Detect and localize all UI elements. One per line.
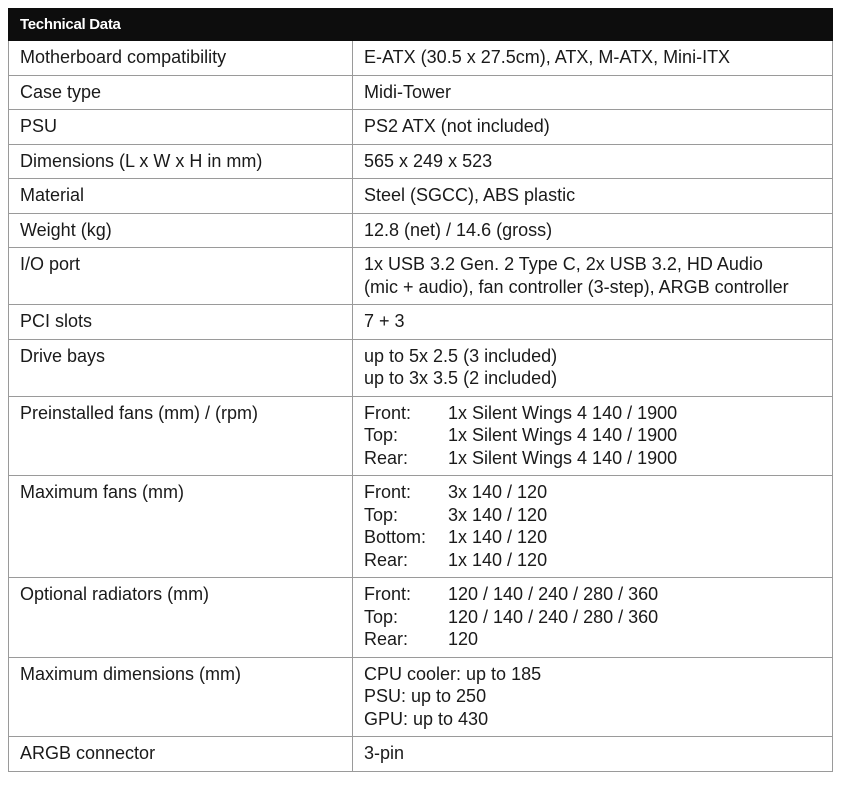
spec-label: Motherboard compatibility — [9, 41, 353, 75]
spec-value-line: E-ATX (30.5 x 27.5cm), ATX, M-ATX, Mini-ITX — [364, 47, 731, 67]
spec-value-text: 120 — [448, 629, 479, 649]
table-row — [9, 305, 833, 340]
spec-value-key: Front: — [364, 482, 412, 502]
spec-label: Maximum dimensions (mm) — [9, 657, 353, 737]
spec-value-line: Midi-Tower — [364, 81, 452, 102]
spec-table — [8, 41, 833, 772]
table-row — [9, 110, 833, 145]
spec-value-line: 3-pin — [364, 743, 405, 763]
spec-value-key: Rear: — [364, 447, 409, 468]
table-row — [9, 339, 833, 396]
spec-value-key: Front: — [364, 402, 412, 423]
spec-label: PCI slots — [9, 305, 353, 340]
spec-value-key: Top: — [364, 504, 399, 525]
spec-value-key: Bottom: — [364, 527, 427, 547]
table-row — [9, 476, 833, 578]
table-row — [9, 179, 833, 214]
spec-value — [353, 657, 833, 737]
spec-value-pair — [364, 402, 822, 425]
spec-value-text: 120 / 140 / 240 / 280 / 360 — [448, 584, 659, 604]
spec-value-pair — [364, 583, 822, 606]
spec-value-key: Top: — [364, 425, 399, 445]
spec-value-text: 120 / 140 / 240 / 280 / 360 — [448, 606, 659, 627]
spec-value-text: 1x 140 / 120 — [448, 549, 548, 570]
spec-label: Material — [9, 179, 353, 214]
spec-value-pair — [364, 549, 822, 572]
spec-value — [353, 179, 833, 214]
spec-value — [353, 339, 833, 396]
table-row — [9, 578, 833, 658]
table-row — [9, 396, 833, 476]
spec-value-line: 12.8 (net) / 14.6 (gross) — [364, 219, 553, 240]
table-row — [9, 75, 833, 110]
spec-value-line: 565 x 249 x 523 — [364, 150, 493, 171]
spec-value-text: 1x Silent Wings 4 140 / 1900 — [448, 425, 678, 445]
table-row — [9, 144, 833, 179]
spec-label: Maximum fans (mm) — [9, 476, 353, 578]
spec-value-line: GPU: up to 430 — [364, 708, 489, 729]
spec-value-key: Rear: — [364, 629, 409, 649]
spec-value-key: Rear: — [364, 549, 409, 570]
spec-value-line: CPU cooler: up to 185 — [364, 663, 542, 684]
spec-label: Weight (kg) — [9, 213, 353, 248]
spec-label: ARGB connector — [9, 737, 353, 772]
spec-value-text: 3x 140 / 120 — [448, 504, 548, 525]
spec-value-text: 1x 140 / 120 — [448, 527, 548, 547]
spec-value-pair — [364, 606, 822, 629]
spec-value-key: Top: — [364, 606, 399, 627]
spec-value — [353, 75, 833, 110]
table-header: Technical Data — [8, 8, 833, 41]
spec-value-line: (mic + audio), fan controller (3-step), ARGB controller — [364, 276, 789, 297]
spec-value-line: up to 3x 3.5 (2 included) — [364, 368, 558, 388]
spec-value — [353, 396, 833, 476]
spec-value — [353, 305, 833, 340]
spec-label: Drive bays — [9, 339, 353, 396]
table-row — [9, 737, 833, 772]
spec-value-text: 1x Silent Wings 4 140 / 1900 — [448, 402, 678, 423]
spec-value — [353, 476, 833, 578]
table-row — [9, 213, 833, 248]
table-row — [9, 657, 833, 737]
spec-value-line: up to 5x 2.5 (3 included) — [364, 345, 558, 366]
table-row — [9, 41, 833, 75]
spec-label: Dimensions (L x W x H in mm) — [9, 144, 353, 179]
spec-value — [353, 213, 833, 248]
spec-table-body — [9, 41, 833, 771]
spec-label: I/O port — [9, 248, 353, 305]
spec-value-line: Steel (SGCC), ABS plastic — [364, 185, 576, 205]
technical-data-table — [8, 8, 833, 772]
spec-value-pair — [364, 481, 822, 504]
spec-value-pair — [364, 447, 822, 470]
spec-value-line: PSU: up to 250 — [364, 686, 487, 706]
spec-value — [353, 578, 833, 658]
spec-value-text: 3x 140 / 120 — [448, 482, 548, 502]
spec-value — [353, 248, 833, 305]
spec-value — [353, 110, 833, 145]
spec-value-pair — [364, 526, 822, 549]
spec-value-line: PS2 ATX (not included) — [364, 116, 550, 136]
spec-value-line: 7 + 3 — [364, 311, 405, 331]
spec-label: Optional radiators (mm) — [9, 578, 353, 658]
spec-value-pair — [364, 628, 822, 651]
spec-value — [353, 737, 833, 772]
table-row — [9, 248, 833, 305]
spec-value — [353, 41, 833, 75]
spec-value-line: 1x USB 3.2 Gen. 2 Type C, 2x USB 3.2, HD Audio — [364, 254, 763, 274]
spec-value — [353, 144, 833, 179]
spec-label: PSU — [9, 110, 353, 145]
spec-value-text: 1x Silent Wings 4 140 / 1900 — [448, 447, 678, 468]
spec-label: Case type — [9, 75, 353, 110]
spec-value-pair — [364, 424, 822, 447]
spec-value-pair — [364, 504, 822, 527]
spec-label: Preinstalled fans (mm) / (rpm) — [9, 396, 353, 476]
spec-value-key: Front: — [364, 584, 412, 604]
